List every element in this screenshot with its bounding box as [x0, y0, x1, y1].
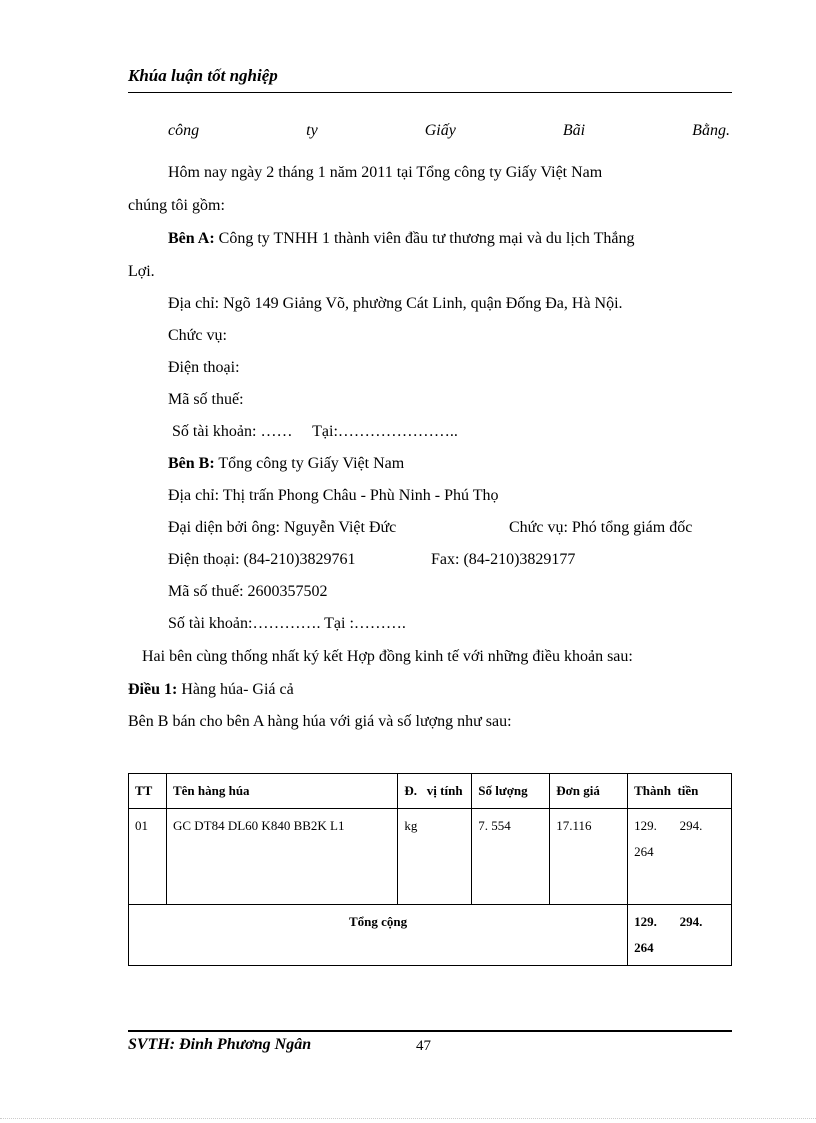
party-a-cont: Lợi. [128, 263, 155, 280]
table-cell: 7. 554 [472, 809, 550, 905]
party-a-position: Chức vụ: [168, 327, 227, 344]
party-a-phone: Điện thoại: [168, 359, 240, 376]
header-title: Khúa luận tốt nghiệp [128, 66, 278, 85]
table-cell: 129. 294. 264 [628, 809, 732, 905]
party-a-account: Số tài khoản: …… Tại:………………….. [172, 423, 458, 440]
article-1 [128, 680, 294, 700]
party-a-tax: Mã số thuế: [168, 391, 244, 408]
footer-rule [128, 1030, 732, 1032]
header-rule [128, 92, 732, 93]
footer-author: SVTH: Đinh Phương Ngân [128, 1036, 312, 1053]
table-total-row [129, 905, 732, 966]
word: Bãi [562, 122, 586, 139]
col-header: TT [129, 774, 167, 809]
word: ty [306, 122, 318, 139]
col-header: Đơn giá [550, 774, 628, 809]
page-edge [0, 1118, 816, 1119]
total-label: Tổng cộng [129, 905, 628, 966]
total-value: 129. 294. 264 [628, 905, 732, 966]
party-a-name: Công ty TNHH 1 thành viên đầu tư thương mại và du lịch Thắng [214, 230, 635, 247]
word: Bằng. [692, 122, 730, 139]
party-b-fax: Fax: (84-210)3829177 [431, 551, 576, 568]
goods-table [128, 773, 732, 966]
party-b-label: Bên B: [168, 455, 215, 472]
col-header: Thành tiền [628, 774, 732, 809]
table-cell: kg [398, 809, 472, 905]
intro-line: Hôm nay ngày 2 tháng 1 năm 2011 tại Tổng công ty Giấy Việt Nam [168, 164, 603, 181]
party-b-account: Số tài khoản:…………. Tại :………. [168, 615, 406, 632]
party-b-rep: Đại diện bởi ông: Nguyễn Việt Đức [168, 519, 397, 536]
party-b-address: Địa chỉ: Thị trấn Phong Châu - Phù Ninh - Phú Thọ [168, 487, 499, 504]
table-cell: 17.116 [550, 809, 628, 905]
page-number: 47 [416, 1038, 431, 1054]
party-a-label: Bên A: [168, 230, 215, 247]
continued-line [168, 122, 730, 140]
article-1-title: Hàng húa- Giá cả [177, 681, 294, 698]
word: công [168, 122, 200, 139]
table-cell: 01 [129, 809, 167, 905]
table-row [129, 809, 732, 905]
agreement-line: Hai bên cùng thống nhất ký kết Hợp đồng kinh tế với những điều khoản sau: [142, 648, 633, 665]
party-a-line [168, 229, 635, 249]
party-b-position: Chức vụ: Phó tổng giám đốc [509, 519, 693, 536]
party-b-line [168, 454, 404, 474]
table-header-row [129, 774, 732, 809]
party-b-tax: Mã số thuế: 2600357502 [168, 583, 328, 600]
col-header: Số lượng [472, 774, 550, 809]
col-header: Tên hàng húa [166, 774, 397, 809]
col-header: Đ. vị tính [398, 774, 472, 809]
intro-line-cont: chúng tôi gồm: [128, 197, 225, 214]
party-b-name: Tổng công ty Giấy Việt Nam [214, 455, 405, 472]
article-1-label: Điều 1: [128, 681, 178, 698]
sale-line: Bên B bán cho bên A hàng húa với giá và số lượng như sau: [128, 713, 512, 730]
party-b-phone: Điện thoại: (84-210)3829761 [168, 551, 356, 568]
table-cell: GC DT84 DL60 K840 BB2K L1 [166, 809, 397, 905]
word: Giấy [424, 122, 456, 139]
party-a-address: Địa chỉ: Ngõ 149 Giảng Võ, phường Cát Linh, quận Đống Đa, Hà Nội. [168, 295, 623, 312]
